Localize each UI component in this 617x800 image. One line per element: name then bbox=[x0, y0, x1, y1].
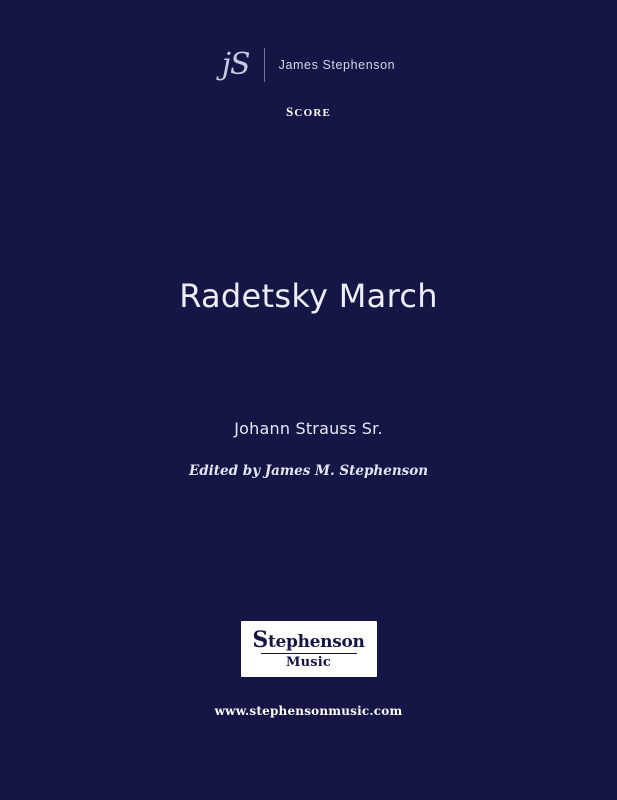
logo-line-stephenson: Stephenson bbox=[252, 626, 365, 653]
js-monogram-icon: jS bbox=[221, 47, 250, 82]
publisher-name: James Stephenson bbox=[278, 58, 396, 72]
editor-credit: Edited by James M. Stephenson bbox=[188, 463, 429, 479]
publisher-mark bbox=[0, 48, 617, 82]
logo-divider bbox=[261, 653, 357, 655]
page-title: Radetsky March bbox=[179, 277, 438, 315]
publisher-logo bbox=[241, 621, 377, 677]
logo-line-music: Music bbox=[285, 655, 331, 671]
website-url: www.stephensonmusic.com bbox=[214, 704, 403, 718]
composer-name: Johann Strauss Sr. bbox=[234, 419, 383, 438]
score-label: SCORE bbox=[285, 104, 332, 119]
